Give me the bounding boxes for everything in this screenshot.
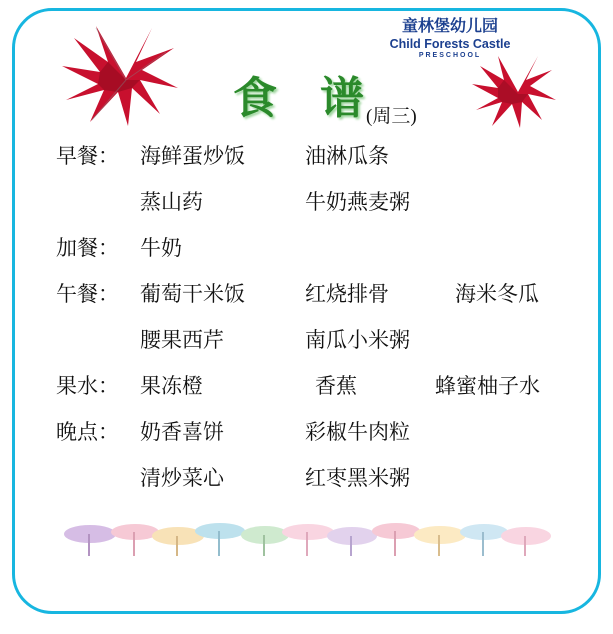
menu-item: 腰果西芹: [140, 328, 224, 352]
menu-row: [56, 416, 576, 462]
logo-english-subtitle: PRESCHOOL: [418, 52, 482, 60]
menu-item: 蒸山药: [140, 190, 203, 214]
menu-item: 彩椒牛肉粒: [305, 420, 410, 444]
menu-row: [56, 278, 576, 324]
page-title: 食 谱: [233, 74, 380, 123]
menu-item: 海鲜蛋炒饭: [140, 144, 245, 168]
menu-item: 牛奶燕麦粥: [305, 190, 410, 214]
menu-item: 葡萄干米饭: [140, 282, 245, 306]
menu-row: [56, 232, 576, 278]
meal-label-lunch: 午餐：: [56, 282, 119, 306]
menu-item: 油淋瓜条: [305, 144, 389, 168]
menu-item: 蜂蜜柚子水: [435, 374, 540, 398]
menu-row: [56, 140, 576, 186]
logo-chinese-name: 童林堡幼儿园: [401, 18, 498, 35]
menu-row: [56, 186, 576, 232]
menu-item: 牛奶: [140, 236, 182, 260]
menu-item: 果冻橙: [140, 374, 203, 398]
school-logo: [375, 18, 525, 60]
menu-item: 红枣黑米粥: [305, 466, 410, 490]
meal-label-snack: 加餐：: [56, 236, 119, 260]
menu-row: [56, 324, 576, 370]
meal-label-breakfast: 早餐：: [56, 144, 119, 168]
page-subtitle: (周三): [366, 106, 417, 127]
menu-row: [56, 370, 576, 416]
meal-label-fruit-drink: 果水：: [56, 374, 119, 398]
logo-english-name: Child Forests Castle: [389, 36, 511, 51]
menu-row: [56, 462, 576, 508]
menu-item: 奶香喜饼: [140, 420, 224, 444]
menu-list: [56, 140, 576, 508]
menu-item: 海米冬瓜: [455, 282, 539, 306]
menu-item: 红烧排骨: [305, 282, 389, 306]
menu-item: 南瓜小米粥: [305, 328, 410, 352]
menu-item: 香蕉: [315, 374, 357, 398]
title-row: [0, 62, 613, 126]
decorative-bottom-band: [60, 518, 552, 560]
meal-label-evening-snack: 晚点：: [56, 420, 119, 444]
menu-item: 清炒菜心: [140, 466, 224, 490]
